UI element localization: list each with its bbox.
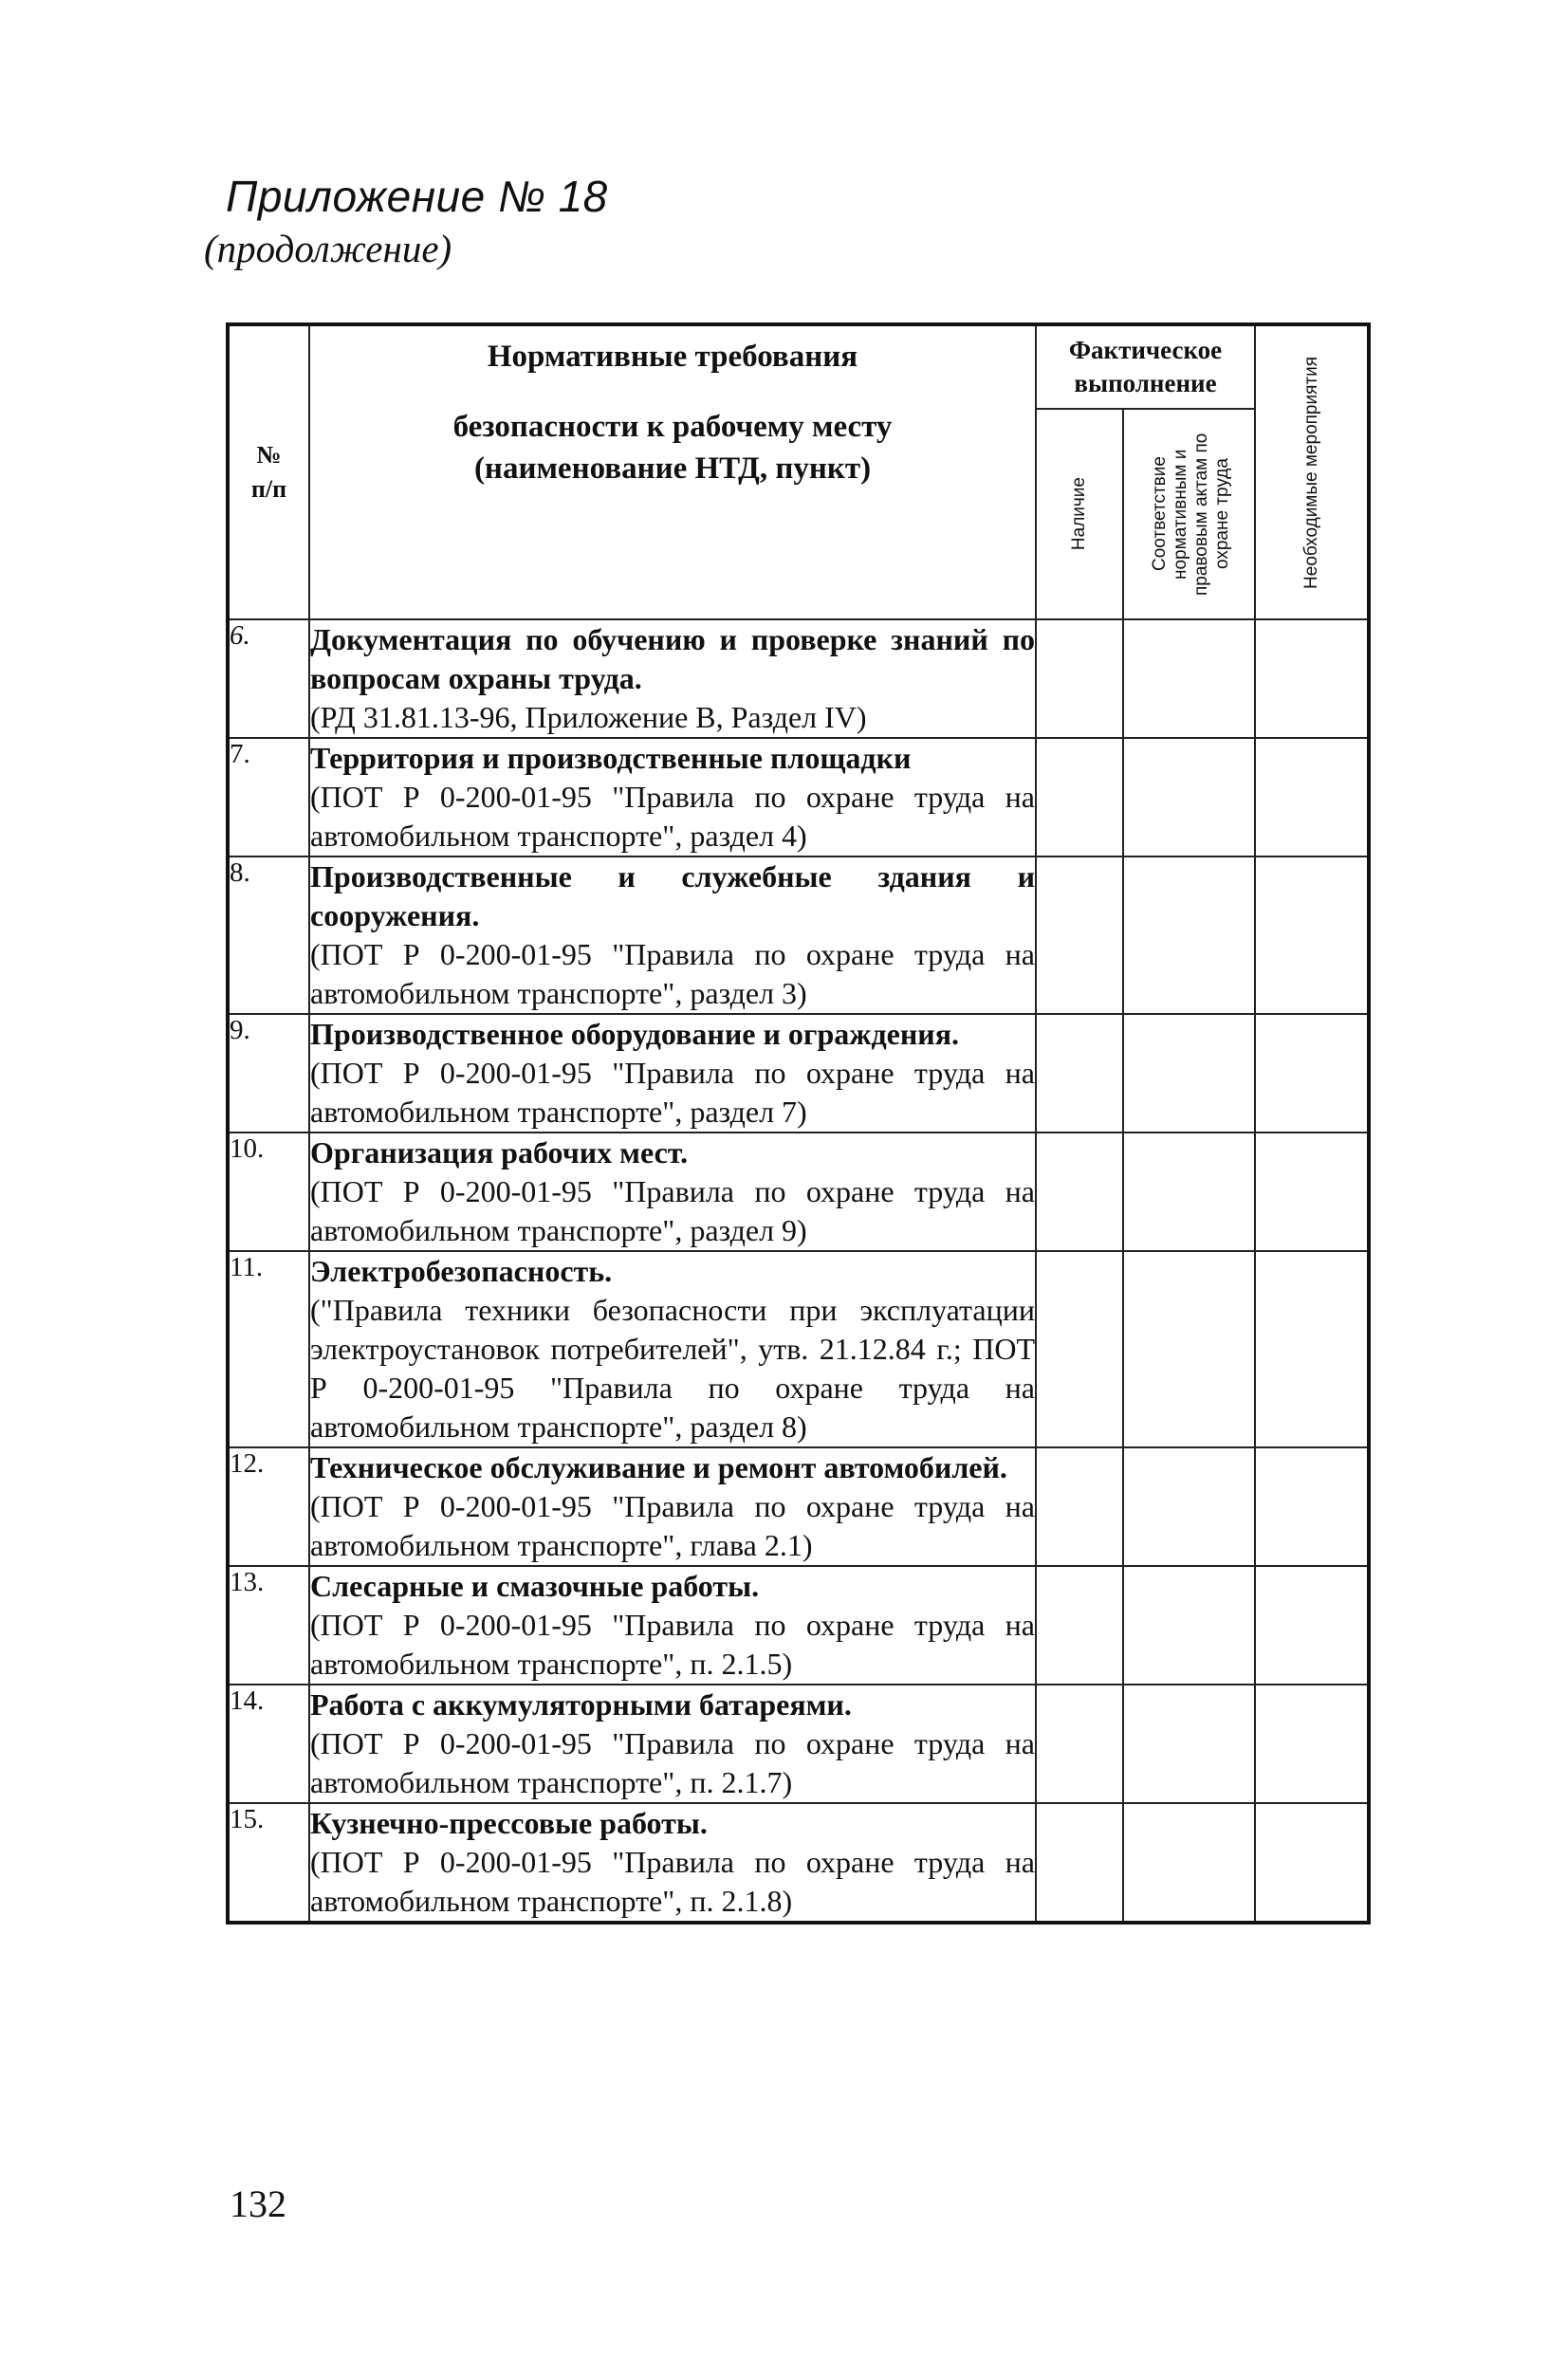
table-row bbox=[228, 856, 1369, 1014]
cell-presence bbox=[1036, 1447, 1123, 1566]
cell-measures bbox=[1255, 619, 1369, 738]
requirement-title: Слесарные и смазочные работы. bbox=[310, 1569, 760, 1603]
row-number: 14. bbox=[228, 1685, 309, 1803]
requirement-source: (ПОТ Р 0-200-01-95 "Правила по охране труда на автомобильном транспорте", п. 2.1.8) bbox=[310, 1845, 1035, 1918]
page-number: 132 bbox=[230, 2183, 286, 2225]
cell-presence bbox=[1036, 1803, 1123, 1923]
requirement-title: Организация рабочих мест. bbox=[310, 1135, 689, 1170]
cell-compliance bbox=[1123, 1251, 1255, 1447]
requirement-source: ("Правила техники безопасности при эксплуатации электроустановок потребителей", утв. 21.12.84 г.; ПОТ Р 0-200-01-95 "Правила по охране труда на автомобильном транспорте", раздел 8) bbox=[310, 1293, 1035, 1444]
cell-presence bbox=[1036, 856, 1123, 1014]
row-requirement bbox=[309, 738, 1036, 856]
requirement-source: (РД 31.81.13-96, Приложение В, Раздел IV) bbox=[310, 700, 867, 734]
row-requirement bbox=[309, 1133, 1036, 1251]
header-requirements: Нормативные требования безопасности к рабочему месту (наименование НТД, пункт) bbox=[309, 324, 1036, 619]
requirement-title: Работа с аккумуляторными батареями. bbox=[310, 1687, 852, 1722]
cell-presence bbox=[1036, 1014, 1123, 1133]
row-requirement bbox=[309, 1251, 1036, 1447]
requirement-source: (ПОТ Р 0-200-01-95 "Правила по охране труда на автомобильном транспорте", раздел 9) bbox=[310, 1174, 1035, 1247]
header-measures: Необходимые мероприятия bbox=[1255, 324, 1369, 619]
cell-measures bbox=[1255, 1566, 1369, 1685]
cell-compliance bbox=[1123, 856, 1255, 1014]
cell-presence bbox=[1036, 1685, 1123, 1803]
requirement-source: (ПОТ Р 0-200-01-95 "Правила по охране труда на автомобильном транспорте", раздел 3) bbox=[310, 937, 1035, 1010]
row-requirement bbox=[309, 1566, 1036, 1685]
cell-measures bbox=[1255, 1133, 1369, 1251]
table-row bbox=[228, 1566, 1369, 1685]
header-presence: Наличие bbox=[1036, 409, 1123, 619]
cell-compliance bbox=[1123, 619, 1255, 738]
cell-presence bbox=[1036, 1133, 1123, 1251]
cell-measures bbox=[1255, 1251, 1369, 1447]
requirement-source: (ПОТ Р 0-200-01-95 "Правила по охране труда на автомобильном транспорте", раздел 7) bbox=[310, 1056, 1035, 1129]
table-row bbox=[228, 1803, 1369, 1923]
cell-compliance bbox=[1123, 738, 1255, 856]
table-row bbox=[228, 1447, 1369, 1566]
row-requirement bbox=[309, 1447, 1036, 1566]
row-requirement bbox=[309, 619, 1036, 738]
requirement-title: Территория и производственные площадки bbox=[310, 741, 912, 775]
header-number: № п/п bbox=[228, 324, 309, 619]
appendix-title: Приложение № 18 bbox=[226, 172, 608, 221]
row-number: 7. bbox=[228, 738, 309, 856]
requirement-title: Документация по обучению и проверке знаний по вопросам охраны труда. bbox=[310, 622, 1035, 695]
row-number: 11. bbox=[228, 1251, 309, 1447]
cell-compliance bbox=[1123, 1566, 1255, 1685]
cell-measures bbox=[1255, 1447, 1369, 1566]
header-actual-fulfillment: Фактическое выполнение bbox=[1036, 324, 1255, 409]
cell-compliance bbox=[1123, 1447, 1255, 1566]
row-number: 8. bbox=[228, 856, 309, 1014]
cell-compliance bbox=[1123, 1133, 1255, 1251]
table-row bbox=[228, 738, 1369, 856]
cell-measures bbox=[1255, 856, 1369, 1014]
table-row bbox=[228, 1014, 1369, 1133]
requirement-title: Электробезопасность. bbox=[310, 1254, 613, 1288]
row-number: 15. bbox=[228, 1803, 309, 1923]
requirement-title: Производственные и служебные здания и сооружения. bbox=[310, 859, 1035, 932]
cell-measures bbox=[1255, 1014, 1369, 1133]
cell-presence bbox=[1036, 619, 1123, 738]
cell-presence bbox=[1036, 738, 1123, 856]
row-requirement bbox=[309, 1685, 1036, 1803]
requirement-title: Техническое обслуживание и ремонт автомобилей. bbox=[310, 1450, 1007, 1484]
table-row bbox=[228, 1685, 1369, 1803]
requirement-title: Кузнечно-прессовые работы. bbox=[310, 1806, 708, 1840]
cell-measures bbox=[1255, 738, 1369, 856]
requirement-title: Производственное оборудование и ограждения. bbox=[310, 1017, 960, 1051]
cell-presence bbox=[1036, 1566, 1123, 1685]
row-requirement bbox=[309, 1014, 1036, 1133]
row-number: 12. bbox=[228, 1447, 309, 1566]
cell-compliance bbox=[1123, 1685, 1255, 1803]
row-number: 6. bbox=[228, 619, 309, 738]
table-row bbox=[228, 1133, 1369, 1251]
requirement-source: (ПОТ Р 0-200-01-95 "Правила по охране труда на автомобильном транспорте", глава 2.1) bbox=[310, 1489, 1035, 1562]
row-number: 9. bbox=[228, 1014, 309, 1133]
row-number: 13. bbox=[228, 1566, 309, 1685]
row-number: 10. bbox=[228, 1133, 309, 1251]
header-compliance: Соответствие нормативным и правовым актам по охране труда bbox=[1123, 409, 1255, 619]
row-requirement bbox=[309, 1803, 1036, 1923]
appendix-subtitle: (продолжение) bbox=[204, 227, 452, 270]
table-row bbox=[228, 1251, 1369, 1447]
requirement-source: (ПОТ Р 0-200-01-95 "Правила по охране труда на автомобильном транспорте", п. 2.1.5) bbox=[310, 1608, 1035, 1681]
cell-measures bbox=[1255, 1685, 1369, 1803]
row-requirement bbox=[309, 856, 1036, 1014]
cell-presence bbox=[1036, 1251, 1123, 1447]
requirements-table bbox=[226, 322, 1371, 1925]
cell-measures bbox=[1255, 1803, 1369, 1923]
table-row bbox=[228, 619, 1369, 738]
cell-compliance bbox=[1123, 1803, 1255, 1923]
requirement-source: (ПОТ Р 0-200-01-95 "Правила по охране труда на автомобильном транспорте", п. 2.1.7) bbox=[310, 1726, 1035, 1799]
requirement-source: (ПОТ Р 0-200-01-95 "Правила по охране труда на автомобильном транспорте", раздел 4) bbox=[310, 780, 1035, 853]
cell-compliance bbox=[1123, 1014, 1255, 1133]
